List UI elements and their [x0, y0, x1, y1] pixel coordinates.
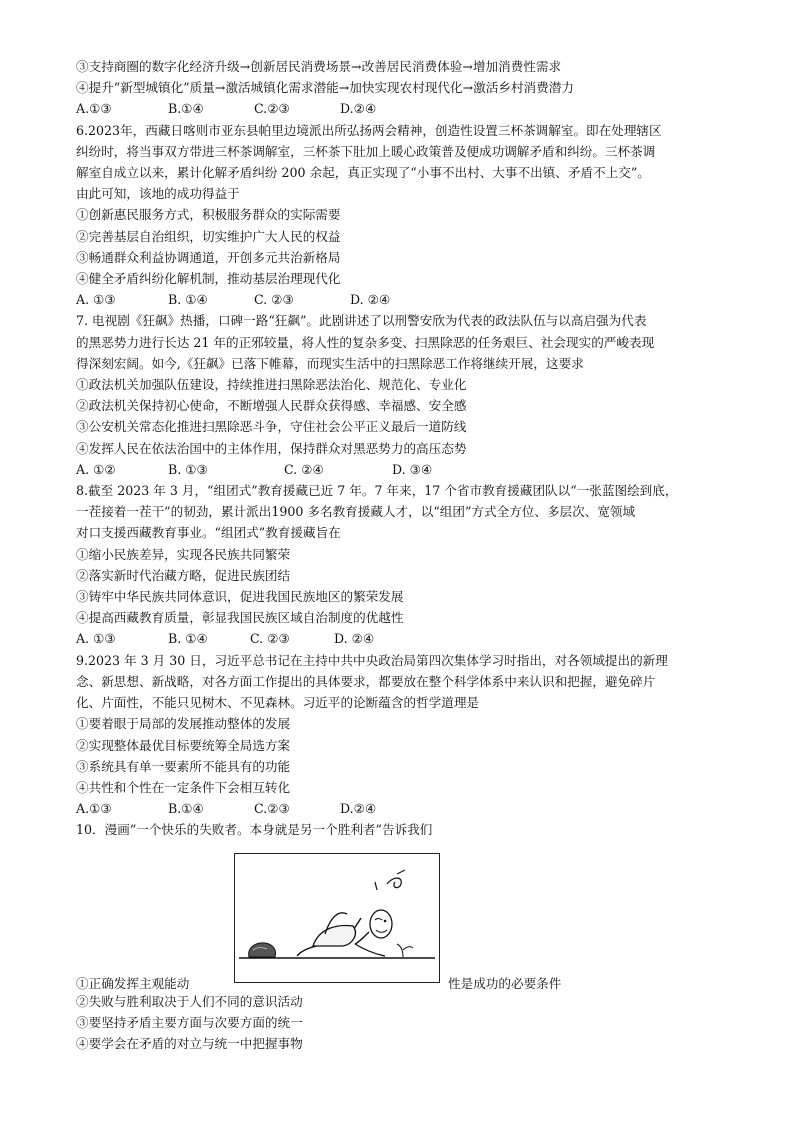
q6-option-d[interactable]: D. ②④ — [350, 292, 391, 308]
q9-option-d[interactable]: D.②④ — [340, 801, 377, 817]
q7-option-b[interactable]: B. ①③ — [168, 461, 208, 477]
q9-option-a[interactable]: A.①③ — [76, 801, 112, 817]
q8-stem-line: 对口支援西藏教育事业。“组团式”教育援藏旨在 — [76, 525, 341, 541]
question-8 — [76, 480, 726, 650]
q8-options — [76, 628, 726, 649]
q7-item-4: ④发挥人民在依法治国中的主体作用，保持群众对黑恶势力的高压态势 — [76, 440, 467, 456]
q5-options — [76, 98, 726, 119]
q9-option-c[interactable]: C.②③ — [254, 801, 290, 817]
q8-item-4: ④提高西藏教育质量，彰显我国民族区域自治制度的优越性 — [76, 610, 404, 626]
question-7 — [76, 310, 726, 480]
q8-stem-line: 8.截至 2023 年 3 月，“组团式”教育援藏已近 7 年。7 年来，17 个省市教育援藏团队以“一张蓝图绘到底， — [76, 483, 678, 499]
q6-item-3: ③畅通群众利益协调通道，开创多元共治新格局 — [76, 249, 341, 265]
q8-item-3: ③铸牢中华民族共同体意识，促进我国民族地区的繁荣发展 — [76, 589, 404, 605]
q6-item-4: ④健全矛盾纠纷化解机制，推动基层治理现代化 — [76, 271, 341, 287]
q8-option-c[interactable]: C. ②③ — [250, 631, 290, 647]
q10-item-1-right: 性是成功的必要条件 — [448, 976, 562, 992]
q6-option-b[interactable]: B. ①④ — [168, 292, 208, 308]
q10-item-3: ③要坚持矛盾主要方面与次要方面的统一 — [76, 1014, 303, 1030]
question-6 — [76, 120, 726, 311]
q6-item-1: ①创新惠民服务方式，积极服务群众的实际需要 — [76, 207, 341, 223]
q7-options — [76, 459, 726, 480]
q8-stem-line: 一茬接着一茬干”的韧劲，累计派出1900 多名教育援藏人才，以“组团”方式全方位、多层次、宽领域 — [76, 504, 636, 520]
q9-option-b[interactable]: B.①④ — [168, 801, 204, 817]
q9-stem-line: 念、新思想、新战略，对各方面工作提出的具体要求，都要放在整个科学体系中来认识和把握，避免碎片 — [76, 673, 656, 689]
q6-options — [76, 289, 726, 310]
q7-option-a[interactable]: A. ①② — [76, 461, 116, 477]
q8-option-a[interactable]: A. ①③ — [76, 631, 116, 647]
q9-item-4: ④共性和个性在一定条件下会相互转化 — [76, 779, 291, 795]
q9-item-1: ①要着眼于局部的发展推动整体的发展 — [76, 716, 291, 732]
q10-cartoon-row — [76, 841, 726, 991]
q10-stem: 10．漫画“一个快乐的失败者。本身就是另一个胜利者”告诉我们 — [76, 822, 433, 838]
exam-page — [76, 56, 726, 1054]
q9-item-3: ③系统具有单一要素所不能具有的功能 — [76, 758, 291, 774]
q8-option-d[interactable]: D. ②④ — [334, 631, 375, 647]
q10-item-4: ④要学会在矛盾的对立与统一中把握事物 — [76, 1035, 303, 1051]
q7-item-1: ①政法机关加强队伍建设，持续推进扫黑除恶法治化、规范化、专业化 — [76, 377, 467, 393]
q5-item-4: ④提升“新型城镇化”质量→激活城镇化需求潜能→加快实现农村现代化→激活乡村消费潜力 — [76, 80, 574, 96]
q7-stem-line: 7. 电视剧《狂飙》热播，口碑一路“狂飙”。此剧讲述了以刑警安欣为代表的政法队伍与以高启强为代表 — [76, 313, 647, 329]
q7-stem-line: 得深刻宏阔。如今,《狂飙》已落下帷幕，而现实生活中的扫黑除恶工作将继续开展，这要求 — [76, 355, 584, 371]
q6-option-c[interactable]: C. ②③ — [254, 292, 294, 308]
q5-option-b[interactable]: B.①④ — [168, 101, 204, 117]
question-9 — [76, 650, 726, 820]
q8-item-2: ②落实新时代治藏方略，促进民族团结 — [76, 567, 291, 583]
q7-stem-line: 的黑恶势力进行长达 21 年的正邪较量，将人性的复杂多变、扫黑除恶的任务艰巨、社会现实的严峻表现 — [76, 334, 655, 350]
cartoon-happy-loser-image — [234, 853, 440, 983]
q7-option-d[interactable]: D. ③④ — [392, 461, 433, 477]
q5-option-a[interactable]: A.①③ — [76, 101, 112, 117]
q7-option-c[interactable]: C. ②④ — [284, 461, 324, 477]
q7-item-2: ②政法机关保持初心使命，不断增强人民群众获得感、幸福感、安全感 — [76, 398, 467, 414]
q9-item-2: ②实现整体最优目标要统筹全局选方案 — [76, 737, 291, 753]
q8-option-b[interactable]: B. ①④ — [168, 631, 208, 647]
q5-item-3: ③支持商圈的数字化经济升级→创新居民消费场景→改善居民消费体验→增加消费性需求 — [76, 59, 562, 74]
q9-stem-line: 化、片面性，不能只见树木、不见森林。习近平的论断蕴含的哲学道理是 — [76, 695, 479, 711]
q5-option-d[interactable]: D.②④ — [340, 101, 377, 117]
q6-stem-line: 6.2023年，西藏日喀则市亚东县帕里边境派出所弘扬两会精神，创造性设置三杯茶调解室。即在处理辖区 — [76, 122, 662, 138]
q7-item-3: ③公安机关常态化推进扫黑除恶斗争，守住社会公平正义最后一道防线 — [76, 419, 467, 435]
q6-stem-line: 解室自成立以来，累计化解矛盾纠纷 200 余起，真正实现了“小事不出村、大事不出镇、矛盾不上交”。 — [76, 165, 650, 181]
q6-stem-line: 由此可知，该地的成功得益于 — [76, 186, 240, 202]
q8-item-1: ①缩小民族差异，实现各民族共同繁荣 — [76, 546, 291, 562]
q5-option-c[interactable]: C.②③ — [254, 101, 290, 117]
q6-stem-line: 纠纷时，将当事双方带进三杯茶调解室，三杯茶下肚加上暖心政策普及便成功调解矛盾和纠纷。三杯茶调 — [76, 143, 656, 159]
q9-stem-line: 9.2023 年 3 月 30 日，习近平总书记在主持中共中央政治局第四次集体学习时指出，对各领域提出的新理 — [76, 652, 668, 668]
cartoon-figure-icon — [235, 854, 438, 981]
q10-item-1-left: ①正确发挥主观能动 — [76, 976, 190, 992]
q6-item-2: ②完善基层自治组织，切实维护广大人民的权益 — [76, 228, 341, 244]
q6-option-a[interactable]: A. ①③ — [76, 292, 116, 308]
q9-options — [76, 798, 726, 819]
q10-item-2: ②失败与胜利取决于人们不同的意识活动 — [76, 993, 303, 1009]
question-10 — [76, 819, 726, 1054]
